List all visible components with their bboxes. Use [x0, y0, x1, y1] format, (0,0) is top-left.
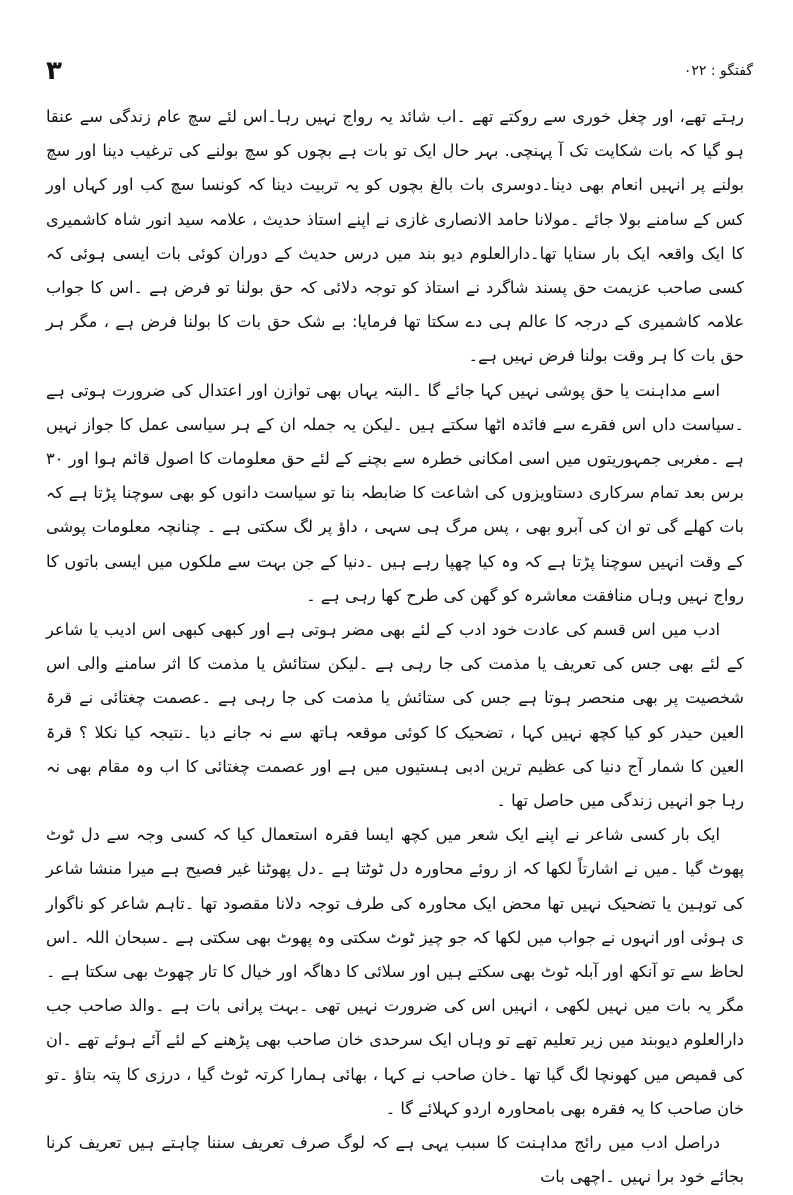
paragraph: رہتے تھے، اور چغل خوری سے روکتے تھے ۔اب شائد یہ رواج نہیں رہا۔اس لئے سچ عام زندگی سے عنقا ہو گیا کہ بات شکایت تک آ پہنچی. بہر حال ایک تو بات ہے بچوں کو سچ بولنے کی ترغیب دینا اور سچ بولنے پر انہیں انعام بھی دینا۔دوسری بات بالغ بچوں کو یہ تربیت دینا کہ کونسا سچ کب اور کہاں اور کس کے سامنے بولا جائے ۔مولانا حامد الانصاری غازی نے اپنے استاذ حدیث ، علامہ سید انور شاہ کاشمیری کا ایک واقعہ ایک بار سنایا تھا۔دارالعلوم دیو بند میں درس حدیث کے دوران کوئی بات ایسی ہوئی کہ کسی صاحب عزیمت حق پسند شاگرد نے استاذ کو توجہ دلائی کہ حق بولنا تو فرض ہے ۔اس کا جواب علامہ کاشمیری کے درجہ کا عالم ہی دے سکتا تھا فرمایا: بے شک حق بات کا بولنا فرض ہے ، مگر ہر حق بات کا ہر وقت بولنا فرض نہیں ہے۔	[46, 107, 744, 366]
paragraph: اسے مداہنت یا حق پوشی نہیں کہا جائے گا ۔البتہ یہاں بھی توازن اور اعتدال کی ضرورت ہوتی ہے ۔سیاست داں اس فقرے سے فائدہ اٹھا سکتے ہیں ۔لیکن یہ جملہ ان کے ہر سیاسی عمل کا جواز نہیں ہے ۔مغربی جمہوریتوں میں اسی امکانی خطرہ سے بچنے کے لئے حق معلومات کا اصول قائم ہوا اور ۳۰ برس بعد تمام سرکاری دستاویزوں کی اشاعت کا ضابطہ بنا تو سیاست دانوں کو بھی سوچنا پڑتا ہے کہ بات کھلے گی تو ان کی آبرو بھی ، پس مرگ ہی سہی ، داؤ پر لگ سکتی ہے ۔ چنانچہ معلومات پوشی کے وقت انہیں سوچنا پڑتا ہے کہ وہ کیا چھپا رہے ہیں ۔دنیا کے جن بہت سے ملکوں میں ایسی باتوں کا رواج نہیں وہاں منافقت معاشرہ کو گھن کی طرح کھا رہی ہے ۔	[46, 380, 744, 605]
paragraph: ادب میں اس قسم کی عادت خود ادب کے لئے بھی مضر ہوتی ہے اور کبھی کبھی اس ادیب یا شاعر کے لئے بھی جس کی تعریف یا مذمت کی جا رہی ہے ۔لیکن ستائش یا مذمت کا اثر سامنے والی اس شخصیت پر بھی منحصر ہوتا ہے جس کی ستائش یا مذمت کی جا رہی ہے ۔عصمت چغتائی نے قرۃ العین حیدر کو کیا کچھ نہیں کہا ، تضحیک کا کوئی موقعہ ہاتھ سے نہ جانے دیا ۔نتیجہ کیا نکلا ؟ قرۃ العین کا شمار آج دنیا کی عظیم ترین ادبی ہستیوں میں ہے اور عصمت چغتائی کا اب وہ مقام بھی نہ رہا جو انہیں زندگی میں حاصل تھا ۔	[46, 620, 744, 811]
paragraph: ایک بار کسی شاعر نے اپنے ایک شعر میں کچھ ایسا فقرہ استعمال کیا کہ کسی وجہ سے دل ٹوٹ پھوٹ گیا ۔میں نے اشارتاً لکھا کہ از روئے محاورہ دل ٹوٹتا ہے ۔دل پھوٹنا غیر فصیح ہے میرا منشا شاعر کی توہین یا تضحیک نہیں تھا محض ایک محاورہ کی طرف توجہ دلانا مقصود تھا ۔تاہم شاعر کو ناگوار ی ہوئی اور انہوں نے جواب میں لکھا کہ جو چیز ٹوٹ سکتی وہ پھوٹ بھی سکتی ہے ۔سبحان اللہ ۔اس لحاظ سے تو آنکھ اور آبلہ ٹوٹ بھی سکتے ہیں اور سلائی کا دھاگہ اور خیال کا تار چھوٹ بھی سکتا ہے ۔مگر یہ بات میں نہیں لکھی ، انہیں اس کی ضرورت نہیں تھی ۔بہت پرانی بات ہے ۔والد صاحب جب دارالعلوم دیوبند میں زیر تعلیم تھے تو وہاں ایک سرحدی خان صاحب بھی پڑھنے کے لئے آئے ہوئے تھے ۔ان کی قمیص میں کھونچا لگ گیا تھا ۔خان صاحب نے کہا ، بھائی ہمارا کرتہ ٹوٹ گیا ، درزی کا پتہ بتاؤ ۔تو خان صاحب کا یہ فقرہ بھی بامحاورہ اردو کہلائے گا ۔	[46, 825, 744, 1118]
body-text	[46, 100, 744, 1195]
page-header	[40, 56, 753, 86]
running-head: گفتگو : ۰۲۲	[683, 63, 753, 79]
paragraph: دراصل ادب میں رائج مداہنت کا سبب یہی ہے کہ لوگ صرف تعریف سننا چاہتے ہیں تعریف کرنا بجائے خود برا نہیں ۔اچھی بات	[46, 1133, 744, 1187]
page-number: ٣	[46, 56, 62, 86]
